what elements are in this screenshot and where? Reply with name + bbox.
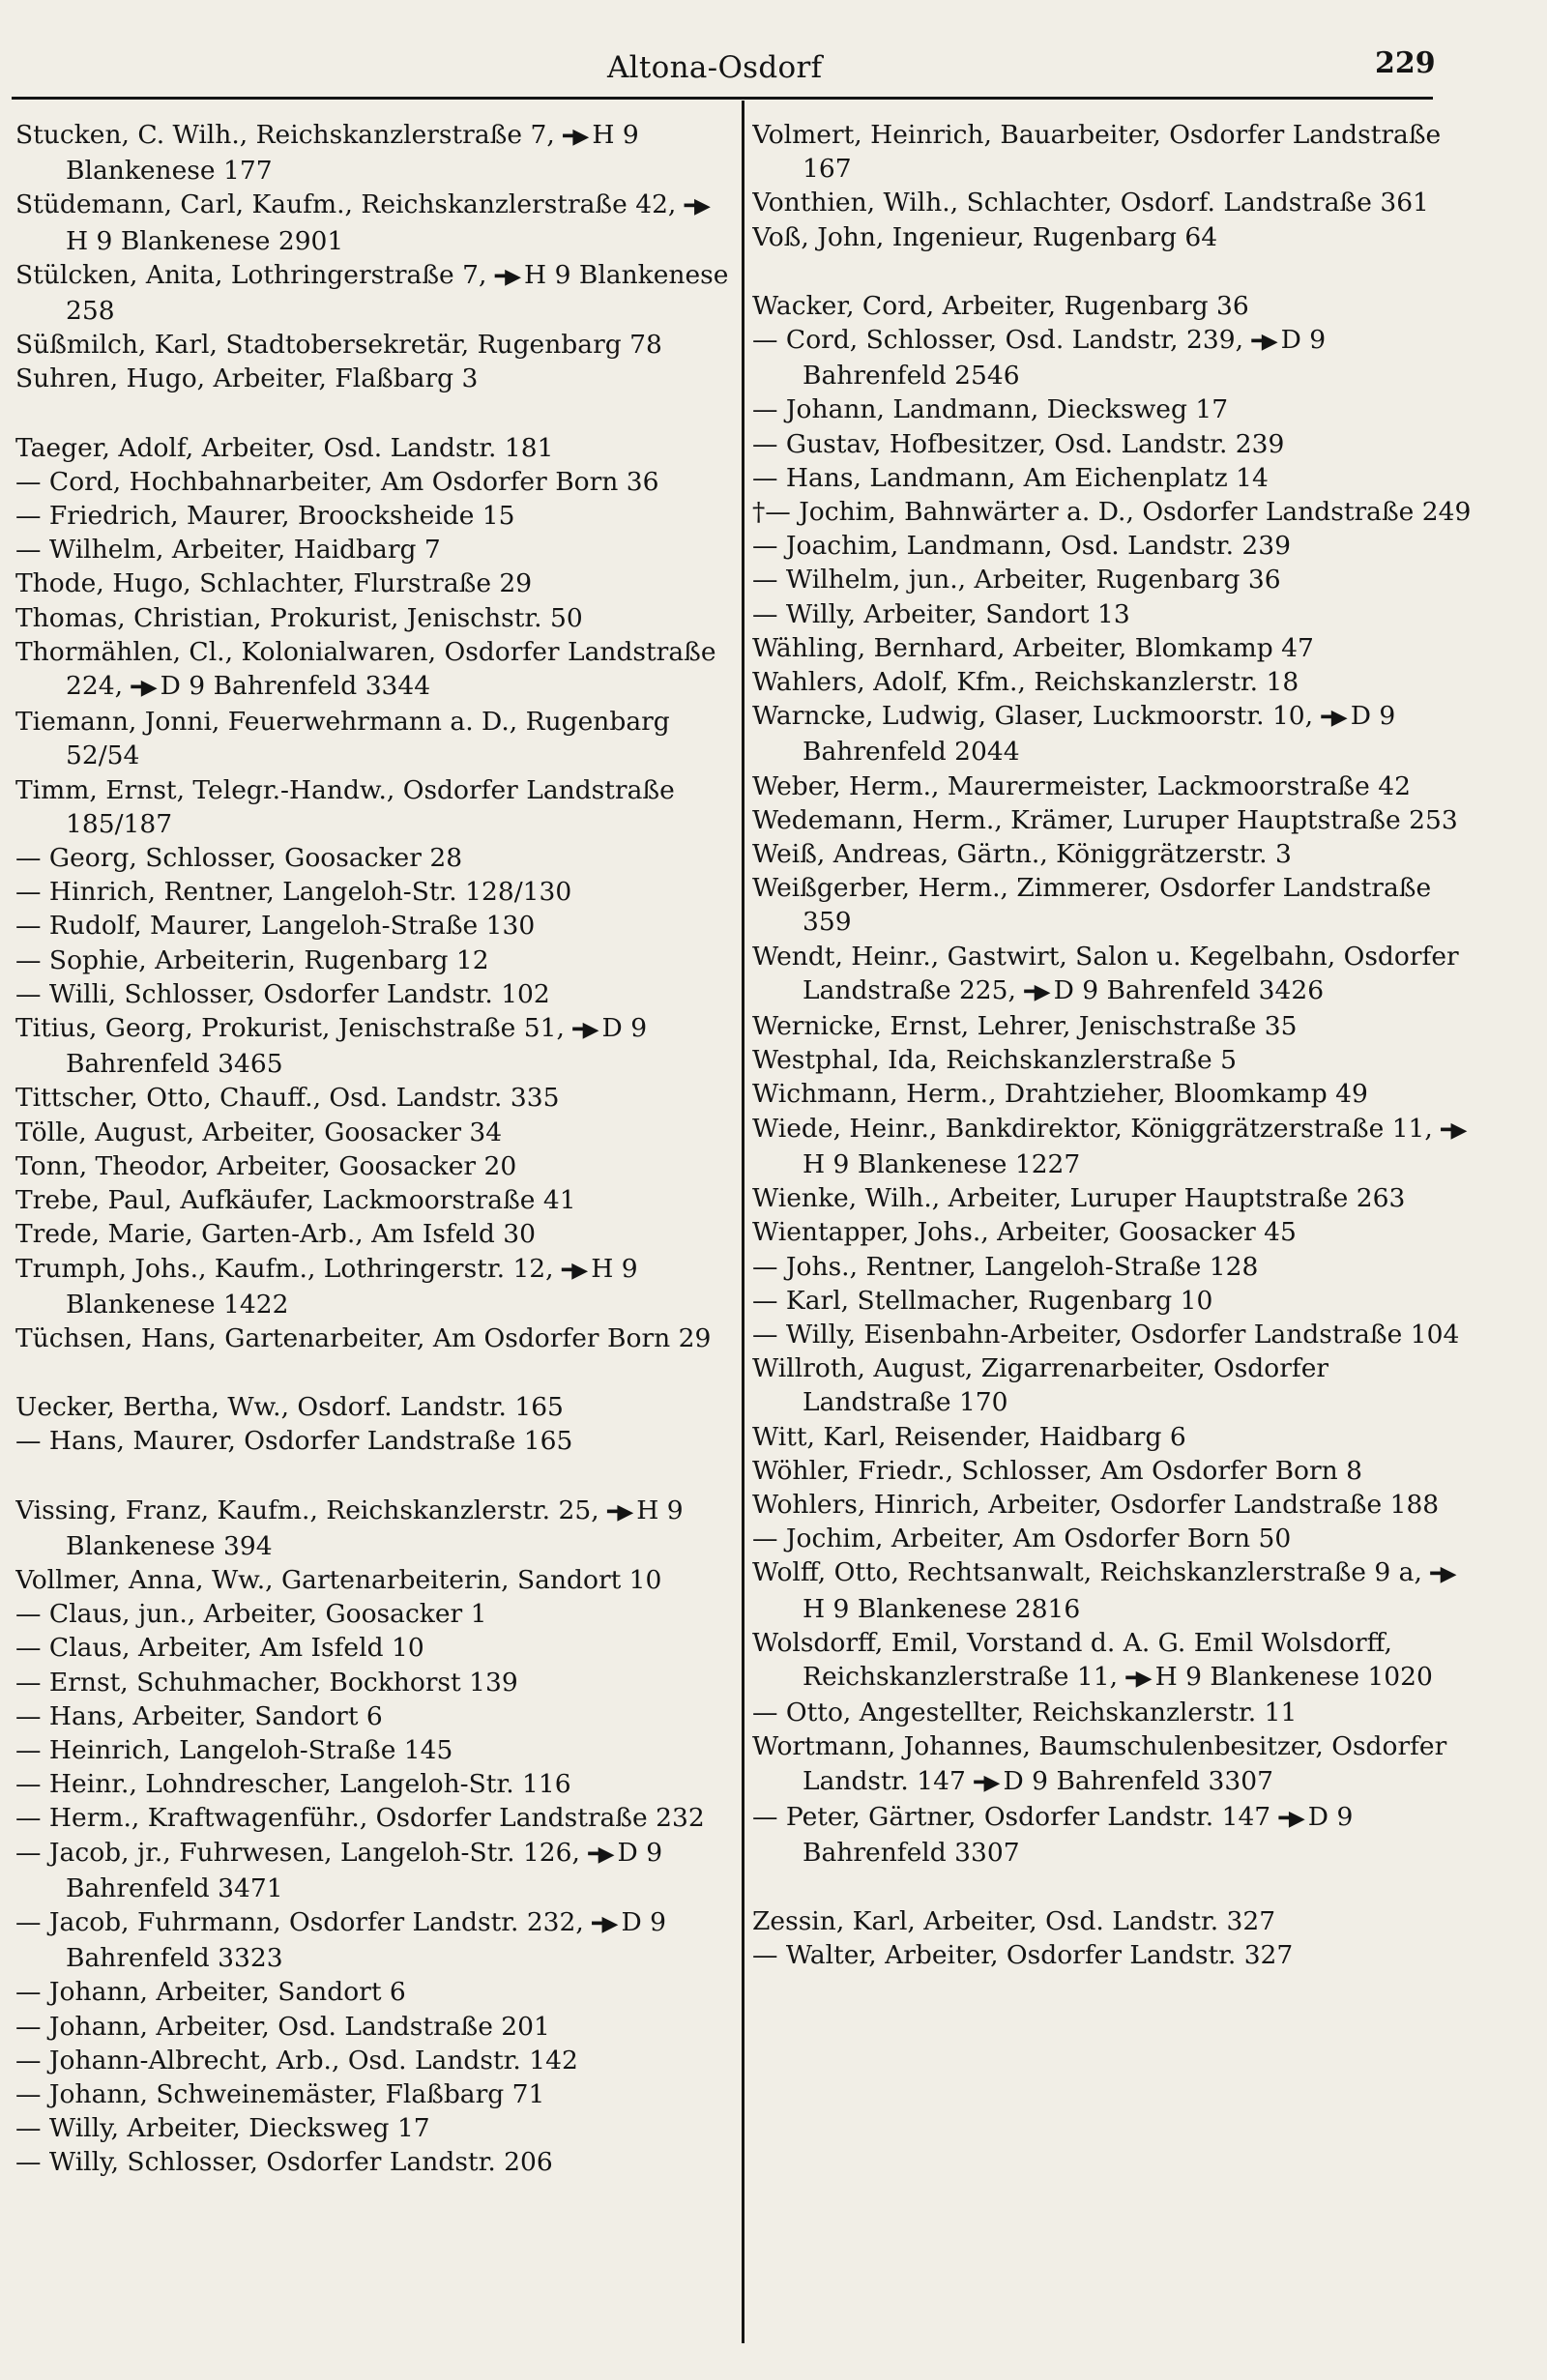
entry-text: — Friedrich, Maurer, Broocksheide 15 — [15, 501, 515, 532]
directory-entry — [15, 909, 733, 943]
entry-text: — Willy, Schlosser, Osdorfer Landstr. 206 — [15, 2147, 553, 2178]
directory-entry — [752, 1800, 1475, 1870]
directory-entry — [15, 875, 733, 909]
entry-text: Tonn, Theodor, Arbeiter, Goosacker 20 — [15, 1150, 517, 1181]
directory-entry — [752, 1043, 1475, 1077]
directory-entry — [15, 1183, 733, 1217]
entry-text: Vonthien, Wilh., Schlachter, Osdorf. Landstraße 361 — [752, 188, 1429, 218]
entry-text: — Hinrich, Rentner, Langeloh-Str. 128/130 — [15, 877, 572, 908]
entry-text: Vollmer, Anna, Ww., Gartenarbeiterin, Sandort 10 — [15, 1564, 662, 1595]
telephone-icon: ━▶ — [1125, 1665, 1150, 1691]
directory-entry — [15, 118, 733, 188]
directory-entry — [752, 220, 1475, 254]
entry-text: Witt, Karl, Reisender, Haidbarg 6 — [752, 1421, 1186, 1452]
telephone-icon: ━▶ — [1441, 1117, 1465, 1143]
directory-entry — [752, 1009, 1475, 1043]
entry-text: Titius, Georg, Prokurist, Jenischstraße 51, — [15, 1013, 565, 1044]
directory-entry — [15, 943, 733, 977]
entry-text: Wähling, Bernhard, Arbeiter, Blomkamp 47 — [752, 632, 1314, 663]
entry-text: Zessin, Karl, Arbeiter, Osd. Landstr. 327 — [752, 1906, 1276, 1937]
entry-text: — Johs., Rentner, Langeloh-Straße 128 — [752, 1251, 1259, 1282]
directory-entry — [15, 1631, 733, 1665]
directory-entry — [15, 1836, 733, 1905]
entry-text: Taeger, Adolf, Arbeiter, Osd. Landstr. 181 — [15, 432, 554, 463]
entry-text: Thormählen, Cl., Kolonialwaren, Osdorfer Landstraße 224, — [15, 636, 716, 702]
telephone-icon: ━▶ — [1251, 329, 1275, 355]
entry-text: — Cord, Hochbahnarbeiter, Am Osdorfer Born 36 — [15, 466, 659, 497]
entry-text: Suhren, Hugo, Arbeiter, Flaßbarg 3 — [15, 363, 479, 394]
entry-text: — Johann, Landmann, Diecksweg 17 — [752, 394, 1229, 425]
phone-number: D 9 Bahrenfeld 3307 — [803, 1801, 1354, 1868]
entry-text: Westphal, Ida, Reichskanzlerstraße 5 — [752, 1045, 1237, 1076]
entry-text: — Otto, Angestellter, Reichskanzlerstr. 11 — [752, 1698, 1298, 1728]
entry-text: Tiemann, Jonni, Feuerwehrmann a. D., Rugenbarg 52/54 — [15, 707, 670, 771]
telephone-icon: ━▶ — [572, 1017, 597, 1043]
cross-icon: †— — [752, 497, 800, 528]
entry-text: — Jacob, jr., Fuhrwesen, Langeloh-Str. 126, — [15, 1837, 580, 1868]
directory-entry — [15, 2010, 733, 2044]
column-divider — [742, 101, 744, 2343]
entry-text: Trumph, Johs., Kaufm., Lothringerstr. 12, — [15, 1253, 554, 1284]
directory-entry — [15, 1390, 733, 1424]
directory-entry — [752, 1284, 1475, 1318]
entry-text: — Peter, Gärtner, Osdorfer Landstr. 147 — [752, 1801, 1271, 1832]
entry-text: Wiede, Heinr., Bankdirektor, Königgrätzerstraße 11, — [752, 1113, 1433, 1144]
entry-text: Vissing, Franz, Kaufm., Reichskanzlerstr. 25, — [15, 1495, 599, 1525]
directory-entry — [15, 635, 733, 705]
entry-text: Wöhler, Friedr., Schlosser, Am Osdorfer Born 8 — [752, 1455, 1363, 1486]
entry-text: — Jochim, Arbeiter, Am Osdorfer Born 50 — [752, 1524, 1292, 1554]
directory-entry — [15, 258, 733, 328]
directory-entry — [752, 769, 1475, 803]
directory-entry — [752, 1696, 1475, 1729]
phone-number: D 9 Bahrenfeld 3344 — [160, 671, 431, 702]
directory-entry — [15, 188, 733, 257]
entry-text: — Joachim, Landmann, Osd. Landstr. 239 — [752, 531, 1291, 562]
entry-text: Uecker, Bertha, Ww., Osdorf. Landstr. 165 — [15, 1392, 564, 1423]
directory-entry — [15, 1011, 733, 1081]
directory-entry — [15, 1563, 733, 1597]
directory-entry — [15, 1801, 733, 1835]
entry-text: Wedemann, Herm., Krämer, Luruper Hauptstraße 253 — [752, 804, 1458, 835]
directory-entry — [752, 665, 1475, 699]
entry-text: Wolsdorff, Emil, Vorstand d. A. G. Emil Wolsdorff, Reichskanzlerstraße 11, — [752, 1627, 1392, 1692]
entry-text: — Willy, Eisenbahn-Arbeiter, Osdorfer Landstraße 104 — [752, 1319, 1460, 1350]
telephone-icon: ━▶ — [131, 675, 155, 701]
directory-entry — [15, 1424, 733, 1458]
entry-text: — Hans, Maurer, Osdorfer Landstraße 165 — [15, 1426, 573, 1457]
entry-text: — Walter, Arbeiter, Osdorfer Landstr. 327 — [752, 1940, 1294, 1971]
directory-entry — [752, 597, 1475, 631]
directory-entry — [15, 1494, 733, 1563]
directory-entry — [15, 1666, 733, 1699]
entry-text: Stülcken, Anita, Lothringerstraße 7, — [15, 259, 487, 290]
entry-text: Stüdemann, Carl, Kaufm., Reichskanzlerstraße 42, — [15, 189, 677, 220]
entry-text: — Herm., Kraftwagenführ., Osdorfer Landstraße 232 — [15, 1803, 705, 1834]
directory-entry — [752, 529, 1475, 563]
directory-entry — [15, 1905, 733, 1975]
entry-text: — Cord, Schlosser, Osd. Landstr, 239, — [752, 325, 1244, 356]
directory-entry — [752, 871, 1475, 939]
entry-text: — Gustav, Hofbesitzer, Osd. Landstr. 239 — [752, 428, 1285, 459]
page-header — [0, 44, 1547, 93]
entry-text: — Wilhelm, Arbeiter, Haidbarg 7 — [15, 535, 441, 566]
directory-entry — [752, 1215, 1475, 1249]
phone-number: D 9 Bahrenfeld 3426 — [1053, 974, 1325, 1005]
entry-text: — Johann, Arbeiter, Sandort 6 — [15, 1977, 406, 2008]
directory-entry — [752, 1488, 1475, 1522]
directory-entry — [15, 2044, 733, 2077]
telephone-icon: ━▶ — [974, 1769, 998, 1795]
directory-entry — [752, 837, 1475, 871]
entry-text: Wohlers, Hinrich, Arbeiter, Osdorfer Landstraße 188 — [752, 1489, 1440, 1520]
entry-text: Wahlers, Adolf, Kfm., Reichskanzlerstr. 18 — [752, 667, 1299, 698]
directory-entry — [15, 465, 733, 499]
directory-entry — [752, 1420, 1475, 1454]
directory-entry — [752, 323, 1475, 392]
entry-text: — Georg, Schlosser, Goosacker 28 — [15, 843, 463, 874]
phone-number: H 9 Blankenese 258 — [66, 259, 729, 327]
phone-number: H 9 Blankenese 1422 — [66, 1253, 638, 1320]
directory-entry — [15, 2145, 733, 2179]
phone-number: H 9 Blankenese 1020 — [1154, 1661, 1433, 1692]
entry-text: Süßmilch, Karl, Stadtobersekretär, Rugenbarg 78 — [15, 330, 662, 361]
phone-number: H 9 Blankenese 2901 — [66, 225, 344, 256]
entry-text: Wortmann, Johannes, Baumschulenbesitzer, Osdorfer Landstr. 147 — [752, 1731, 1447, 1796]
telephone-icon: ━▶ — [684, 193, 708, 219]
left-column — [15, 118, 733, 2370]
phone-number: H 9 Blankenese 394 — [66, 1495, 684, 1561]
directory-entry — [15, 2111, 733, 2145]
directory-entry — [752, 699, 1475, 769]
directory-entry — [15, 1217, 733, 1251]
telephone-icon: ━▶ — [592, 1910, 616, 1936]
directory-entry — [752, 1626, 1475, 1696]
directory-entry — [752, 1729, 1475, 1799]
directory-entry — [752, 1112, 1475, 1181]
entry-text: Wacker, Cord, Arbeiter, Rugenbarg 36 — [752, 290, 1249, 321]
directory-entry — [15, 362, 733, 395]
directory-entry — [752, 940, 1475, 1009]
telephone-icon: ━▶ — [1278, 1805, 1302, 1831]
directory-entry — [15, 1321, 733, 1355]
directory-entry — [15, 1252, 733, 1321]
entry-text: Willroth, August, Zigarrenarbeiter, Osdorfer Landstraße 170 — [752, 1353, 1329, 1418]
header-rule — [12, 97, 1433, 100]
phone-number: D 9 Bahrenfeld 2546 — [803, 325, 1327, 392]
directory-entry — [752, 392, 1475, 426]
entry-text: — Karl, Stellmacher, Rugenbarg 10 — [752, 1285, 1213, 1316]
phone-number: D 9 Bahrenfeld 3307 — [1003, 1765, 1273, 1796]
entry-text: Wientapper, Johs., Arbeiter, Goosacker 45 — [752, 1217, 1297, 1248]
directory-entry — [15, 1975, 733, 2009]
directory-entry — [752, 1904, 1475, 1938]
entry-text: Warncke, Ludwig, Glaser, Luckmoorstr. 10, — [752, 701, 1314, 732]
directory-entry — [752, 1181, 1475, 1215]
directory-entry — [15, 533, 733, 566]
directory-entry — [752, 563, 1475, 596]
phone-number: H 9 Blankenese 1227 — [803, 1148, 1081, 1179]
entry-text: Thode, Hugo, Schlachter, Flurstraße 29 — [15, 568, 533, 599]
directory-entry — [15, 2077, 733, 2111]
directory-entry — [15, 841, 733, 875]
directory-entry — [15, 601, 733, 635]
directory-entry — [15, 499, 733, 533]
directory-entry — [15, 1081, 733, 1115]
directory-entry — [752, 1250, 1475, 1284]
directory-entry — [752, 1077, 1475, 1111]
entry-text: — Heinrich, Langeloh-Straße 145 — [15, 1734, 453, 1765]
entry-text: Trede, Marie, Garten-Arb., Am Isfeld 30 — [15, 1219, 536, 1250]
directory-entry — [15, 566, 733, 600]
directory-entry — [752, 803, 1475, 837]
phone-number: H 9 Blankenese 2816 — [803, 1593, 1081, 1624]
directory-entry — [752, 1938, 1475, 1972]
directory-entry — [752, 1522, 1475, 1555]
entry-text: — Sophie, Arbeiterin, Rugenbarg 12 — [15, 944, 489, 975]
entry-text: Voß, John, Ingenieur, Rugenbarg 64 — [752, 221, 1218, 252]
entry-text: — Claus, Arbeiter, Am Isfeld 10 — [15, 1633, 424, 1664]
telephone-icon: ━▶ — [1321, 705, 1345, 731]
directory-entry — [15, 1767, 733, 1801]
entry-text: Tüchsen, Hans, Gartenarbeiter, Am Osdorfer Born 29 — [15, 1322, 712, 1353]
directory-entry — [752, 118, 1475, 186]
directory-entry — [752, 186, 1475, 219]
entry-text: — Wilhelm, jun., Arbeiter, Rugenbarg 36 — [752, 565, 1281, 595]
entry-text: Timm, Ernst, Telegr.-Handw., Osdorfer Landstraße 185/187 — [15, 774, 675, 839]
entry-text: Wernicke, Ernst, Lehrer, Jenischstraße 35 — [752, 1011, 1298, 1042]
phone-number: D 9 Bahrenfeld 3465 — [66, 1013, 648, 1080]
directory-entry — [752, 631, 1475, 665]
entry-text: Thomas, Christian, Prokurist, Jenischstr. 50 — [15, 602, 583, 633]
entry-text: Jochim, Bahnwärter a. D., Osdorfer Landstraße 249 — [799, 497, 1472, 528]
directory-entry — [15, 1733, 733, 1767]
entry-text: Wolff, Otto, Rechtsanwalt, Reichskanzlerstraße 9 a, — [752, 1557, 1422, 1588]
entry-text: Wendt, Heinr., Gastwirt, Salon u. Kegelbahn, Osdorfer Landstraße 225, — [752, 941, 1459, 1005]
page-number: 229 — [1375, 46, 1436, 80]
entry-text: Tölle, August, Arbeiter, Goosacker 34 — [15, 1117, 503, 1147]
telephone-icon: ━▶ — [588, 1841, 612, 1867]
entry-text: — Willi, Schlosser, Osdorfer Landstr. 102 — [15, 978, 550, 1009]
telephone-icon: ━▶ — [562, 1257, 586, 1283]
telephone-icon: ━▶ — [1024, 978, 1048, 1004]
entry-text: — Willy, Arbeiter, Sandort 13 — [752, 598, 1130, 629]
phone-number: D 9 Bahrenfeld 3471 — [66, 1837, 663, 1903]
entry-text: — Willy, Arbeiter, Diecksweg 17 — [15, 2113, 430, 2144]
directory-entry — [15, 1699, 733, 1733]
entry-text: Weiß, Andreas, Gärtn., Königgrätzerstr. 3 — [752, 839, 1292, 870]
entry-text: Weber, Herm., Maurermeister, Lackmoorstraße 42 — [752, 770, 1411, 801]
entry-text: — Jacob, Fuhrmann, Osdorfer Landstr. 232, — [15, 1906, 584, 1937]
directory-entry — [15, 977, 733, 1011]
entry-text: — Hans, Landmann, Am Eichenplatz 14 — [752, 462, 1269, 493]
directory-entry — [752, 1318, 1475, 1351]
directory-entry — [15, 705, 733, 772]
entry-text: — Johann-Albrecht, Arb., Osd. Landstr. 142 — [15, 2045, 578, 2075]
entry-text: — Johann, Arbeiter, Osd. Landstraße 201 — [15, 2011, 550, 2042]
telephone-icon: ━▶ — [563, 124, 587, 149]
phone-number: D 9 Bahrenfeld 3323 — [66, 1906, 666, 1974]
directory-entry — [752, 289, 1475, 323]
entry-text: Wienke, Wilh., Arbeiter, Luruper Hauptstraße 263 — [752, 1183, 1406, 1214]
phone-number: D 9 Bahrenfeld 2044 — [803, 701, 1396, 768]
entry-text: — Johann, Schweinemäster, Flaßbarg 71 — [15, 2078, 545, 2109]
phone-number: H 9 Blankenese 177 — [66, 120, 639, 187]
directory-entry — [752, 1555, 1475, 1625]
telephone-icon: ━▶ — [494, 263, 519, 289]
directory-entry — [15, 1116, 733, 1149]
directory-entry — [15, 773, 733, 841]
directory-entry — [15, 1597, 733, 1631]
entry-text: Stucken, C. Wilh., Reichskanzlerstraße 7, — [15, 120, 555, 150]
right-column — [752, 118, 1475, 2370]
entry-text: — Hans, Arbeiter, Sandort 6 — [15, 1700, 383, 1731]
entry-text: — Rudolf, Maurer, Langeloh-Straße 130 — [15, 911, 536, 942]
entry-text: Tittscher, Otto, Chauff., Osd. Landstr. 335 — [15, 1083, 560, 1114]
directory-entry — [15, 328, 733, 362]
running-head: Altona-Osdorf — [607, 50, 823, 85]
directory-entry — [15, 431, 733, 465]
entry-text: — Heinr., Lohndrescher, Langeloh-Str. 116 — [15, 1769, 571, 1800]
entry-text: Volmert, Heinrich, Bauarbeiter, Osdorfer Landstraße 167 — [752, 120, 1442, 185]
directory-entry — [752, 461, 1475, 495]
directory-entry — [752, 1454, 1475, 1488]
entry-text: Trebe, Paul, Aufkäufer, Lackmoorstraße 41 — [15, 1185, 576, 1216]
entry-text: Wichmann, Herm., Drahtzieher, Bloomkamp 49 — [752, 1079, 1368, 1110]
entry-text: Weißgerber, Herm., Zimmerer, Osdorfer Landstraße 359 — [752, 873, 1432, 938]
directory-entry — [752, 1351, 1475, 1419]
directory-entry — [752, 427, 1475, 461]
directory-entry — [15, 1149, 733, 1183]
telephone-icon: ━▶ — [607, 1498, 631, 1524]
entry-text: — Ernst, Schuhmacher, Bockhorst 139 — [15, 1667, 518, 1698]
entry-text: — Claus, jun., Arbeiter, Goosacker 1 — [15, 1599, 487, 1630]
telephone-icon: ━▶ — [1430, 1561, 1454, 1587]
directory-entry — [752, 495, 1475, 529]
